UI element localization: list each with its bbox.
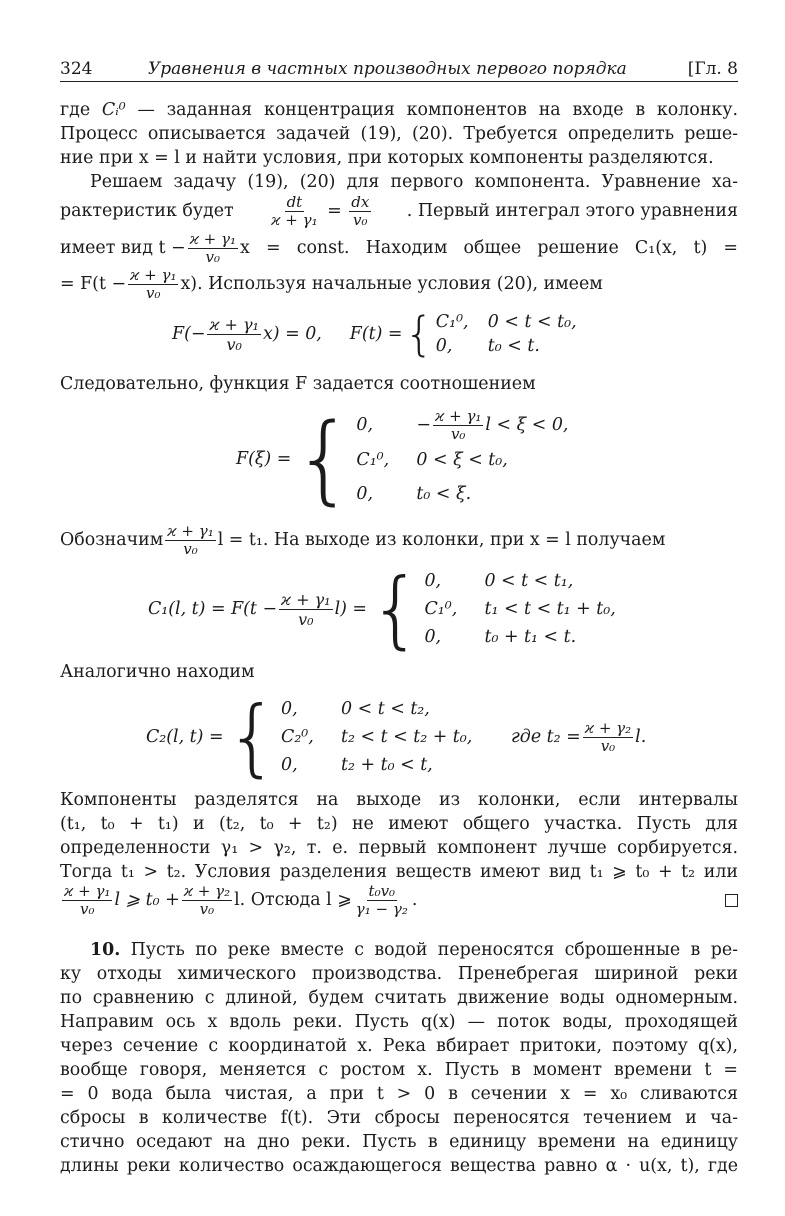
text-line: Решаем задачу (19), (20) для первого компонента. Уравнение ха- bbox=[90, 172, 738, 192]
text-line: Тогда t₁ > t₂. Условия разделения веществ имеют вид t₁ ⩾ t₀ + t₂ или bbox=[60, 862, 738, 882]
left-brace: { bbox=[404, 307, 434, 361]
running-header bbox=[60, 57, 738, 82]
text-line: определенности γ₁ > γ₂, т. е. первый компонент лучше сорбируется. bbox=[60, 838, 738, 858]
text-line: ку отходы химического производства. Пренебрегая шириной реки bbox=[60, 964, 738, 984]
text-line: (t₁, t₀ + t₁) и (t₂, t₀ + t₂) не имеют общего участка. Пусть для bbox=[60, 814, 738, 834]
left-brace: { bbox=[293, 403, 355, 515]
text-line: = F(t − $\frac{\text{ϰ + γ₁}}{\text{v₀}}$ x). Используя начальные условия (20), имеем bbox=[60, 265, 603, 302]
left-brace: { bbox=[369, 560, 423, 658]
problem-number: 10. bbox=[90, 940, 121, 960]
text-line: Направим ось x вдоль реки. Пусть q(x) — поток воды, проходящей bbox=[60, 1012, 738, 1032]
math-Ci0: Cᵢ⁰ bbox=[101, 100, 126, 120]
equation-C2: C₂(l, t) = { 0, 0 < t < t₂, C₂⁰, t₂ < t < t₂ + t₀, 0, t₂ + t₀ < t, где t₂ = $\frac{\text{ϰ + γ₂}}{\text{v₀}}$ l. bbox=[146, 688, 647, 786]
text-line: сбросы в количестве f(t). Эти сбросы переносятся течением и ча- bbox=[60, 1108, 738, 1128]
text-line: где Cᵢ⁰ — заданная концентрация компонентов на входе в колонку. bbox=[60, 100, 739, 120]
text-line: длины реки количество осаждающегося вещества равно α · u(x, t), где bbox=[60, 1156, 738, 1176]
running-title: Уравнения в частных производных первого порядка bbox=[148, 59, 627, 79]
text-line: = 0 вода была чистая, а при t > 0 в сечении x = x₀ сливаются bbox=[60, 1084, 738, 1104]
math-characteristic-eq: $\frac{dt}{\text{ϰ + γ₁}}$ = $\frac{dx}{\text{v₀}}$ bbox=[271, 192, 370, 229]
equation-initial-conditions: F(− $\frac{\text{ϰ + γ₁}}{\text{v₀}}$ x) = 0, F(t) = { C₁⁰, 0 < t < t₀, 0, t₀ < t. bbox=[172, 307, 577, 361]
text-line: Аналогично находим bbox=[60, 662, 255, 682]
text-line: Компоненты разделятся на выходе из колонки, если интервалы bbox=[60, 790, 738, 810]
cases: 0, 0 < t < t₁, C₁⁰, t₁ < t < t₁ + t₀, 0, t₀ + t₁ < t. bbox=[424, 571, 616, 647]
cases: C₁⁰, 0 < t < t₀, 0, t₀ < t. bbox=[435, 312, 577, 356]
cases: 0, 0 < t < t₂, C₂⁰, t₂ < t < t₂ + t₀, 0, t₂ + t₀ < t, bbox=[281, 699, 473, 775]
page-number: 324 bbox=[60, 59, 93, 79]
text-line: 10. Пусть по реке вместе с водой переносятся сброшенные в ре- bbox=[90, 940, 738, 960]
text-line: имеет вид t − $\frac{\text{ϰ + γ₁}}{\text{v₀}}$ x = const. Находим общее решение C₁(x, t) = bbox=[60, 229, 738, 266]
text-line: по сравнению с длиной, будем считать движение воды одномерным. bbox=[60, 988, 738, 1008]
text-line: ϰ + γ₁ v₀ l ⩾ t₀ + $\frac{\text{ϰ + γ₂}}{\text{v₀}}$ l. Отсюда l ⩾ t₀v₀ γ₁ − γ₂ . bbox=[60, 882, 738, 918]
text-line: Обозначим ϰ + γ₁ v₀ l = t₁. На выходе из колонки, при x = l получаем bbox=[60, 521, 666, 558]
text-line: Следовательно, функция F задается соотношением bbox=[60, 374, 536, 394]
text-line: стично оседают на дно реки. Пусть в единицу времени на единицу bbox=[60, 1132, 738, 1152]
chapter-label: [Гл. 8 bbox=[687, 59, 738, 79]
left-brace: { bbox=[225, 688, 280, 786]
equation-F-xi: F(ξ) = { 0, − $\frac{\text{ϰ + γ₁}}{\text{v₀}}$ l < ξ < 0, C₁⁰, 0 < ξ < t₀, 0, t₀ < ξ. bbox=[236, 403, 569, 515]
text-line: ние при x = l и найти условия, при которых компоненты разделяются. bbox=[60, 148, 714, 168]
qed-square-icon bbox=[725, 894, 738, 907]
text-line: через сечение с координатой x. Река вбирает притоки, поэтому q(x), bbox=[60, 1036, 738, 1056]
text-line: Процесс описывается задачей (19), (20). Требуется определить реше- bbox=[60, 124, 738, 144]
text-line: рактеристик будет $\frac{dt}{\text{ϰ + γ₁}}$ = $\frac{dx}{\text{v₀}}$ . Первый интеграл этого уравнения bbox=[60, 192, 738, 229]
cases: 0, − $\frac{\text{ϰ + γ₁}}{\text{v₀}}$ l < ξ < 0, C₁⁰, 0 < ξ < t₀, 0, t₀ < ξ. bbox=[356, 406, 569, 504]
text-line: вообще говоря, меняется с ростом x. Пусть в момент времени t = bbox=[60, 1060, 738, 1080]
equation-C1: C₁(l, t) = F(t − $\frac{\text{ϰ + γ₁}}{\text{v₀}}$ l) = { 0, 0 < t < t₁, C₁⁰, t₁ < t < t₁ + t₀, 0, t₀ + t₁ < t. bbox=[148, 560, 616, 658]
